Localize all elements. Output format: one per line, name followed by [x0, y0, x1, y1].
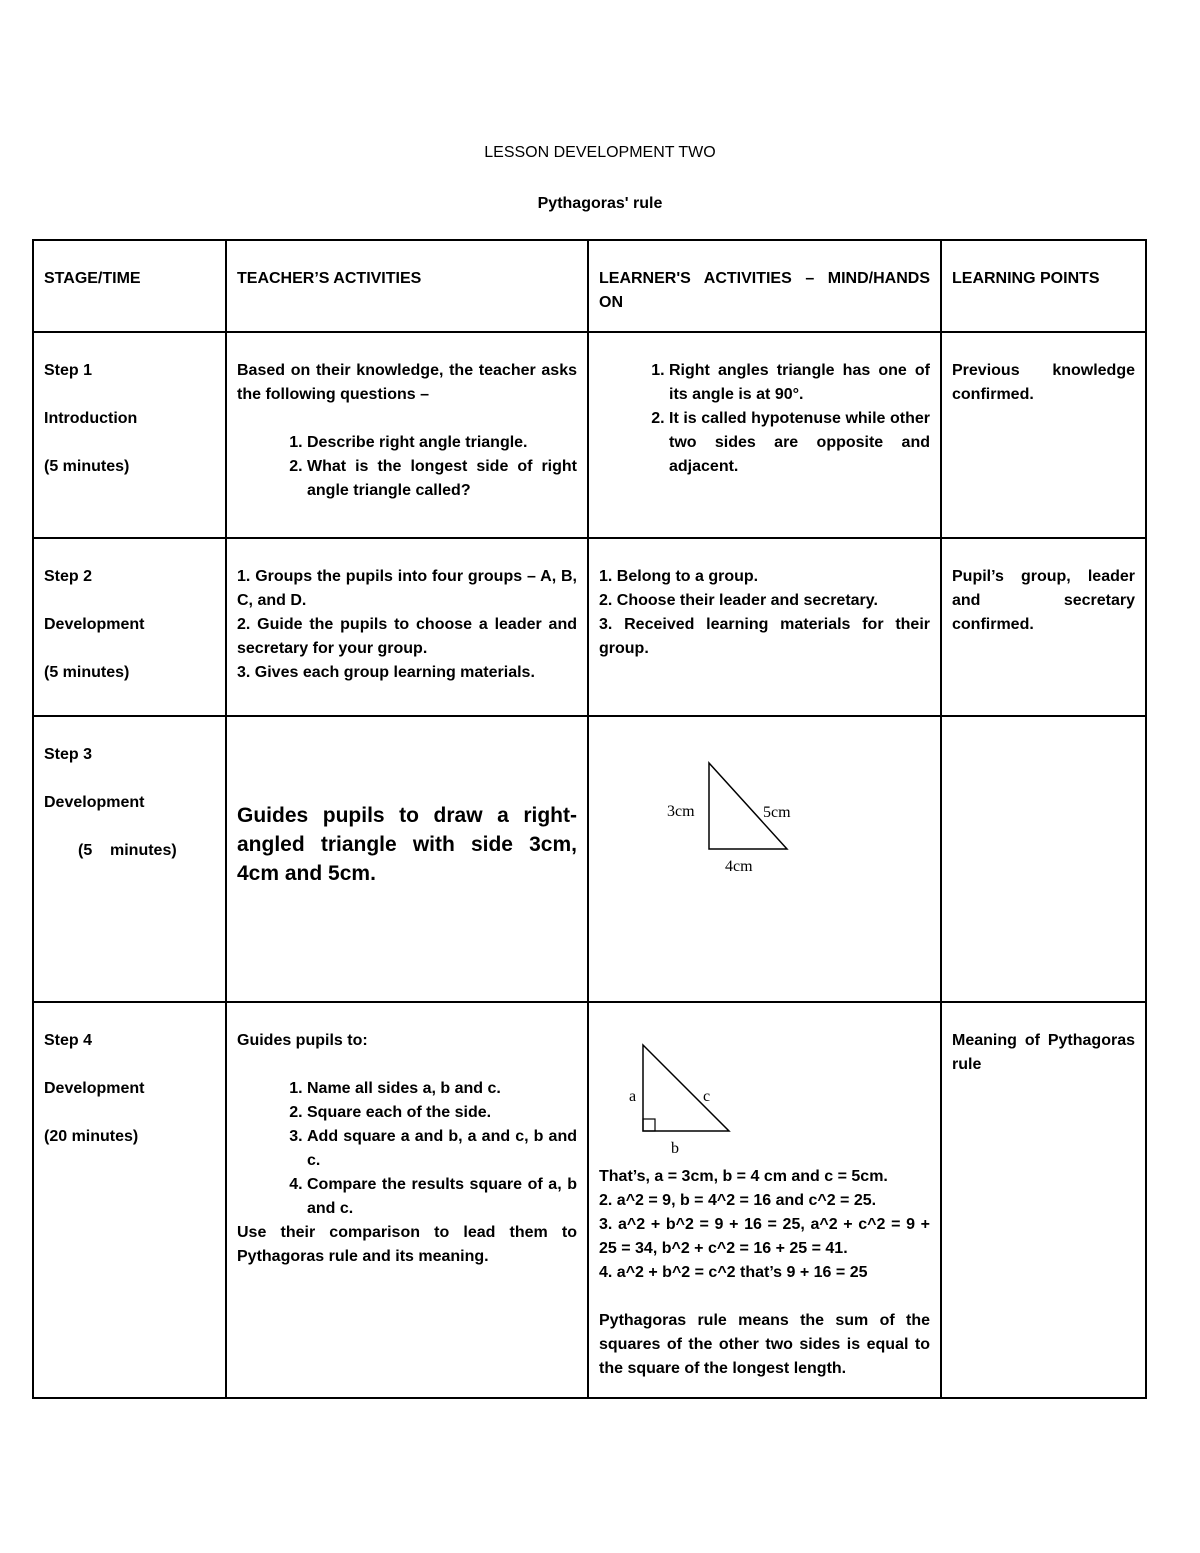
step-label: Step 1 [44, 362, 93, 379]
side-label-bottom: b [671, 1140, 679, 1157]
learner-cell [588, 716, 941, 1002]
learning-points-cell: Meaning of Pythagoras rule [941, 1002, 1146, 1398]
step-label: Step 4 [44, 1032, 93, 1049]
step-label: Step 2 [44, 568, 93, 585]
teacher-cell [226, 1002, 588, 1398]
side-label-left: a [629, 1088, 637, 1105]
teacher-list [237, 1077, 577, 1221]
stage-cell [33, 332, 226, 538]
stage-label: Development [44, 616, 145, 633]
learning-points-cell [941, 716, 1146, 1002]
text-line: 3. Received learning materials for their group. [599, 616, 930, 657]
teacher-instruction: Guides pupils to draw a right-angled triangle with side 3cm, 4cm and 5cm. [237, 804, 577, 885]
time-label: (5 minutes) [44, 664, 130, 681]
triangle-diagram [661, 751, 861, 881]
column-header-points: LEARNING POINTS [941, 240, 1146, 332]
page-title: LESSON DEVELOPMENT TWO [484, 144, 716, 161]
table-row [33, 716, 1146, 1002]
side-label-hypotenuse: c [703, 1088, 711, 1105]
list-item: 2. Square each of the side. [307, 1101, 577, 1125]
list-item: 4. Compare the results square of a, b and c. [307, 1173, 577, 1221]
stage-label: Introduction [44, 410, 138, 427]
list-item: 2. What is the longest side of right angle triangle called? [307, 455, 577, 503]
learner-cell [588, 1002, 941, 1398]
list-item: 1. Name all sides a, b and c. [307, 1077, 577, 1101]
column-header-teacher: TEACHER’S ACTIVITIES [226, 240, 588, 332]
lesson-table [32, 239, 1147, 1399]
list-item: 1. Right angles triangle has one of its angle is at 90°. [669, 359, 930, 407]
column-header-learner: LEARNER'S ACTIVITIES – MIND/HANDS ON [588, 240, 941, 332]
list-item: 3. Add square a and b, a and c, b and c. [307, 1125, 577, 1173]
text-line: 1. Belong to a group. [599, 568, 759, 585]
table-row [33, 1002, 1146, 1398]
triangle-diagram [609, 1035, 809, 1157]
teacher-cell [226, 332, 588, 538]
table-row [33, 538, 1146, 716]
right-angle-marker [643, 1119, 655, 1131]
text-line: 1. Groups the pupils into four groups – A, B, C, and D. [237, 568, 577, 609]
learner-cell [588, 538, 941, 716]
stage-cell [33, 716, 226, 1002]
table-header-row [33, 240, 1146, 332]
text-line: 2. Choose their leader and secretary. [599, 592, 878, 609]
side-label-left: 3cm [667, 803, 695, 820]
page-subtitle: Pythagoras' rule [537, 195, 663, 212]
learner-list [599, 359, 930, 479]
learning-points-cell: Pupil’s group, leader and secretary confirmed. [941, 538, 1146, 716]
side-label-bottom: 4cm [725, 858, 753, 875]
text-line: 2. a^2 = 9, b = 4^2 = 16 and c^2 = 25. [599, 1192, 877, 1209]
table-row [33, 332, 1146, 538]
text-line: That’s, a = 3cm, b = 4 cm and c = 5cm. [599, 1168, 888, 1185]
stage-label: Development [44, 794, 145, 811]
teacher-list [237, 431, 577, 503]
text-line: 3. a^2 + b^2 = 9 + 16 = 25, a^2 + c^2 = 9 + 25 = 34, b^2 + c^2 = 16 + 25 = 41. [599, 1216, 930, 1257]
time-label: (20 minutes) [44, 1128, 139, 1145]
learner-conclusion: Pythagoras rule means the sum of the squares of the other two sides is equal to the square of the longest length. [599, 1312, 930, 1377]
text-line: 2. Guide the pupils to choose a leader and secretary for your group. [237, 616, 577, 657]
stage-cell [33, 1002, 226, 1398]
time-label: (5 minutes) [78, 842, 177, 859]
stage-label: Development [44, 1080, 145, 1097]
teacher-intro: Guides pupils to: [237, 1032, 368, 1049]
teacher-outro: Use their comparison to lead them to Pythagoras rule and its meaning. [237, 1224, 577, 1265]
text-line: 3. Gives each group learning materials. [237, 664, 535, 681]
side-label-hypotenuse: 5cm [763, 804, 791, 821]
list-item: 1. Describe right angle triangle. [307, 431, 577, 455]
stage-cell [33, 538, 226, 716]
teacher-intro: Based on their knowledge, the teacher asks the following questions – [237, 362, 577, 403]
time-label: (5 minutes) [44, 458, 130, 475]
teacher-cell [226, 538, 588, 716]
learning-points-cell: Previous knowledge confirmed. [941, 332, 1146, 538]
step-label: Step 3 [44, 746, 93, 763]
learner-cell [588, 332, 941, 538]
triangle-shape [643, 1045, 729, 1131]
column-header-stage: STAGE/TIME [33, 240, 226, 332]
list-item: 2. It is called hypotenuse while other two sides are opposite and adjacent. [669, 407, 930, 479]
text-line: 4. a^2 + b^2 = c^2 that’s 9 + 16 = 25 [599, 1264, 868, 1281]
teacher-cell [226, 716, 588, 1002]
